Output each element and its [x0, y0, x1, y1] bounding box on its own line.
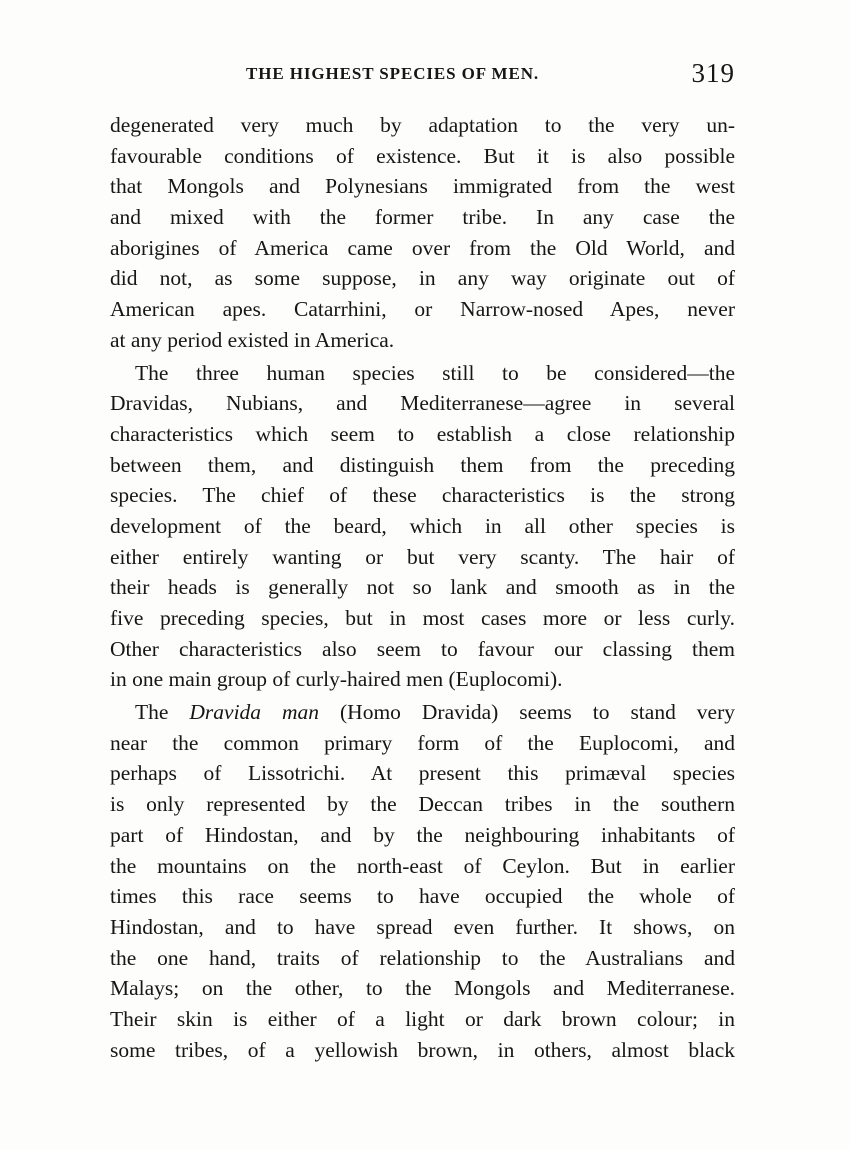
text-line: five preceding species, but in most cases more or less curly.: [110, 606, 735, 630]
body-text: [110, 110, 735, 1065]
text-line: did not, as some suppose, in any way originate out of: [110, 266, 735, 291]
text-segment: (Homo Dravida) seems to stand very: [319, 700, 735, 725]
text-line: that Mongols and Polynesians immigrated from the west: [110, 174, 735, 199]
text-line: American apes. Catarrhini, or Narrow-nosed Apes, never: [110, 297, 735, 322]
text-line: Their skin is either of a light or dark brown colour; in: [110, 1006, 735, 1031]
text-segment: The: [135, 700, 190, 725]
italic-term: Dravida man: [189, 700, 320, 725]
text-line: aborigines of America came over from the Old World, and: [110, 235, 735, 260]
paragraph: [110, 697, 735, 1065]
text-line: the one hand, traits of relationship to the Australians and: [110, 945, 735, 970]
page-number: 319: [691, 58, 735, 88]
text-line: in one main group of curly-haired men (Euplocomi).: [110, 667, 563, 692]
text-line: some tribes, of a yellowish brown, in others, almost black: [110, 1037, 735, 1062]
text-line: development of the beard, which in all other species is: [110, 513, 735, 538]
text-line: Dravidas, Nubians, and Mediterranese—agree in several: [110, 391, 735, 416]
text-line: Other characteristics also seem to favour our classing them: [110, 636, 735, 661]
text-line: near the common primary form of the Euplocomi, and: [110, 730, 735, 755]
text-line: between them, and distinguish them from the preceding: [110, 452, 735, 477]
text-line: Malays; on the other, to the Mongols and Mediterranese.: [110, 976, 735, 1001]
text-line: characteristics which seem to establish a close relationship: [110, 421, 735, 446]
running-head: [110, 58, 735, 92]
running-title: THE HIGHEST SPECIES OF MEN.: [246, 64, 540, 83]
paragraph: [110, 110, 735, 356]
text-line: part of Hindostan, and by the neighbouring inhabitants of: [110, 822, 735, 847]
text-line: perhaps of Lissotrichi. At present this primæval species: [110, 761, 735, 786]
text-line: favourable conditions of existence. But it is also possible: [110, 143, 735, 168]
text-line: [110, 697, 735, 728]
text-line: species. The chief of these characteristics is the strong: [110, 483, 735, 508]
text-line: times this race seems to have occupied the whole of: [110, 884, 735, 909]
text-line: at any period existed in America.: [110, 327, 395, 352]
text-line: degenerated very much by adaptation to the very un-: [110, 113, 735, 137]
text-line: The three human species still to be considered—the: [135, 360, 735, 385]
text-line: either entirely wanting or but very scanty. The hair of: [110, 544, 735, 569]
text-line: and mixed with the former tribe. In any case the: [110, 205, 735, 230]
text-line: is only represented by the Deccan tribes in the southern: [110, 792, 735, 817]
text-line: Hindostan, and to have spread even further. It shows, on: [110, 914, 735, 939]
text-line: the mountains on the north-east of Ceylon. But in earlier: [110, 853, 735, 878]
paragraph: [110, 358, 735, 696]
text-line: their heads is generally not so lank and smooth as in the: [110, 575, 735, 600]
